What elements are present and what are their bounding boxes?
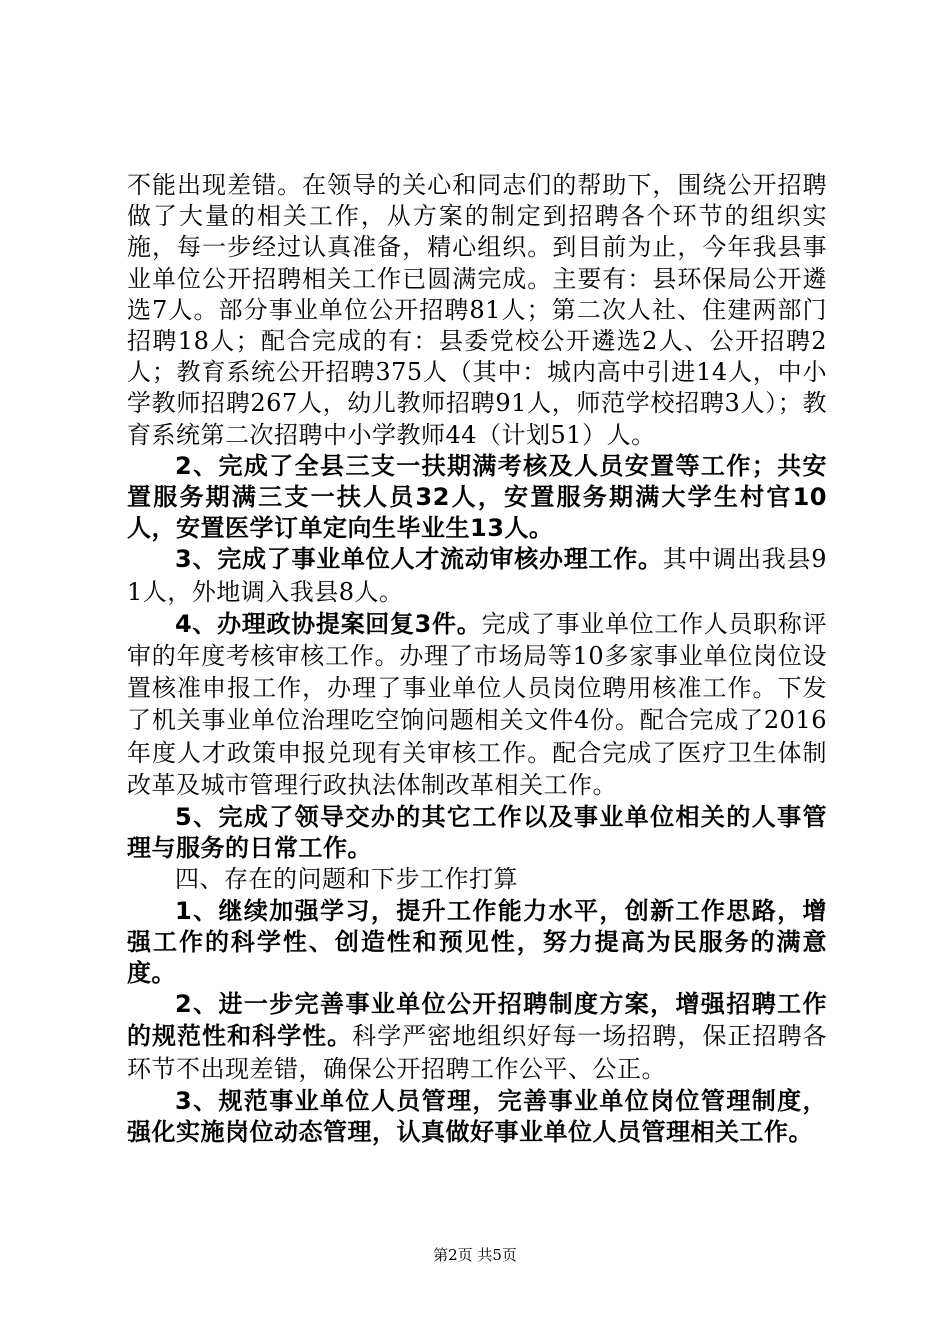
paragraph-text: 3、规范事业单位人员管理，完善事业单位岗位管理制度，强化实施岗位动态管理，认真做好事业单位人员管理相关工作。 bbox=[127, 1086, 827, 1147]
section-heading-problems-and-plans bbox=[127, 864, 827, 895]
paragraph-plan-1-learning bbox=[127, 896, 827, 990]
paragraph-text: 其中调出我县91人，外地调入我县8人。 bbox=[127, 545, 827, 606]
paragraph-text: 2、完成了全县三支一扶期满考核及人员安置等工作；共安置服务期满三支一扶人员32人，安置服务期满大学生村官10人，安置医学订单定向生毕业生13人。 bbox=[127, 451, 827, 543]
page-number-footer: 第2页 共5页 bbox=[433, 1246, 517, 1264]
paragraph-text: 科学严密地组织好每一场招聘，保正招聘各环节不出现差错，确保公开招聘工作公平、公正。 bbox=[127, 1022, 828, 1083]
paragraph-text: 完成了事业单位工作人员职称评审的年度考核审核工作。办理了市场局等10多家事业单位岗位设置核准申报工作，办理了事业单位人员岗位聘用核准工作。下发了机关事业单位治理吃空饷问题相关文件4份。配合完成了2016年度人才政策申报兑现有关审核工作。配合完成了医疗卫生体制改革及城市管理行政执法体制改革相关工作。 bbox=[127, 609, 827, 799]
paragraph-plan-3-management bbox=[127, 1086, 827, 1148]
paragraph-item-4-proposals bbox=[127, 609, 827, 802]
paragraph-recruitment-summary bbox=[127, 170, 827, 451]
paragraph-item-2-sanzhi-yifu bbox=[127, 451, 827, 545]
paragraph-text: 1、继续加强学习，提升工作能力水平，创新工作思路，增强工作的科学性、创造性和预见性，努力提高为民服务的满意度。 bbox=[127, 896, 827, 988]
paragraph-item-3-talent-flow bbox=[127, 544, 827, 608]
paragraph-text: 5、完成了领导交办的其它工作以及事业单位相关的人事管理与服务的日常工作。 bbox=[127, 803, 827, 863]
document-body bbox=[127, 170, 827, 1148]
paragraph-lead: 3、完成了事业单位人才流动审核办理工作。 bbox=[175, 545, 663, 574]
paragraph-plan-2-recruitment bbox=[127, 989, 827, 1086]
paragraph-lead: 2、进一步完善事业单位公开招聘制度方案，增强招聘工作的规范性和科学性。 bbox=[127, 990, 827, 1051]
paragraph-text: 不能出现差错。在领导的关心和同志们的帮助下，围绕公开招聘做了大量的相关工作，从方案的制定到招聘各个环节的组织实施，每一步经过认真准备，精心组织。到目前为止，今年我县事业单位公开招聘相关工作已圆满完成。主要有：县环保局公开遴选7人。部分事业单位公开招聘81人；第二次人社、住建两部门招聘18人；配合完成的有：县委党校公开遴选2人、公开招聘2人；教育系统公开招聘375人（其中：城内高中引进14人，中小学教师招聘267人，幼儿教师招聘91人，师范学校招聘3人）；教育系统第二次招聘中小学教师44（计划51）人。 bbox=[127, 171, 827, 449]
heading-text: 四、存在的问题和下步工作打算 bbox=[175, 865, 518, 894]
paragraph-item-5-other-work bbox=[127, 802, 827, 864]
paragraph-lead: 4、办理政协提案回复3件。 bbox=[175, 609, 482, 638]
